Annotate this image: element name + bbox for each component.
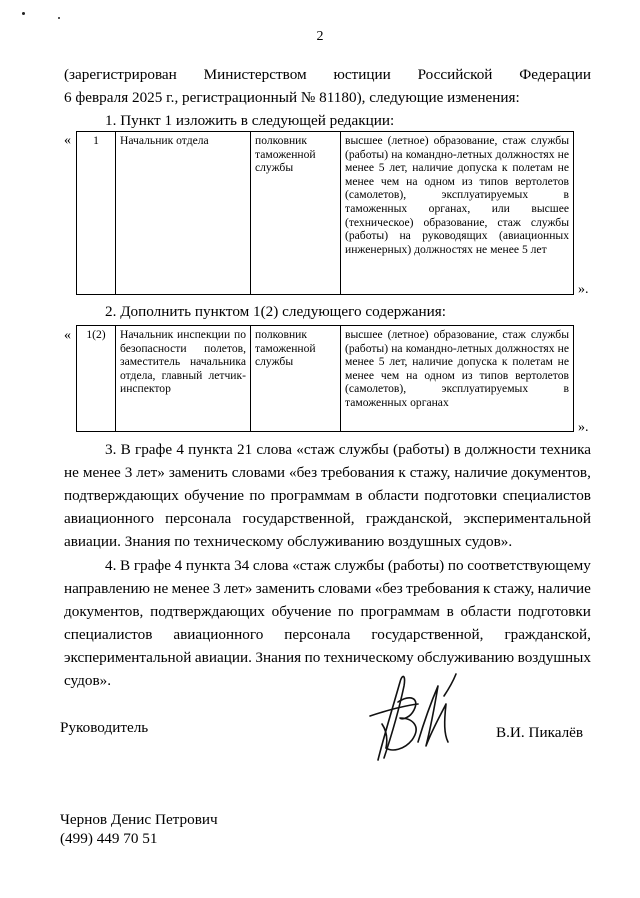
word: государственной, (371, 626, 484, 643)
word: специалистов (64, 626, 153, 643)
word: менее (82, 464, 121, 481)
signer-title: Руководитель (60, 719, 149, 736)
item3-line-4 (64, 510, 591, 528)
item3-line-2 (64, 464, 591, 482)
cell-requirements: высшее (летное) образование, стаж службы (работы) на командно-летных должностях не менее 5 лет, наличие допуска к полетам не менее чем на одном из типов вертолетов (самолетов), эксплуатируемых в таможенных органах (341, 326, 574, 432)
word: к (482, 580, 491, 597)
cell-number: 1 (77, 132, 116, 295)
word: подготовки (424, 487, 498, 504)
word: области (367, 487, 419, 504)
word: не (64, 464, 79, 481)
word: Знания (255, 649, 302, 666)
word: техника (540, 441, 591, 458)
word: 3 (212, 580, 221, 597)
word: словами (231, 464, 286, 481)
word: 34 (234, 557, 250, 574)
word: не (153, 580, 169, 597)
word: (работы) (393, 441, 450, 458)
word: гражданской, (504, 626, 591, 643)
table-row (77, 132, 574, 295)
word: документов, (511, 464, 591, 481)
scan-speck (22, 12, 25, 15)
handwritten-signature (340, 660, 470, 770)
word: программам (270, 487, 350, 504)
word: по (304, 649, 321, 666)
scan-speck (58, 17, 60, 19)
word: пункта (188, 441, 233, 458)
word: Российской (417, 66, 493, 83)
word: воздушных (517, 649, 591, 666)
table-row (77, 326, 574, 432)
word: 3. (105, 441, 117, 458)
intro-line-1 (64, 66, 591, 84)
word: «стаж (292, 557, 331, 574)
item2-heading: 2. Дополнить пунктом 1(2) следующего содержания: (105, 303, 446, 320)
word: стажу, (409, 464, 451, 481)
word: авиационного (173, 626, 264, 643)
word: области (460, 603, 512, 620)
item4-line-3 (64, 603, 591, 621)
executor-phone: (499) 449 70 51 (60, 830, 158, 847)
item1-open-quote: « (64, 133, 71, 148)
word: 3 (124, 464, 133, 481)
item3-line-3 (64, 487, 591, 505)
word: слова (256, 441, 293, 458)
cell-number: 1(2) (77, 326, 116, 432)
item3-line-1 (105, 441, 591, 459)
item1-heading: 1. Пункт 1 изложить в следующей редакции: (105, 112, 395, 129)
word: наличие (537, 580, 591, 597)
signer-name: В.И. Пикалёв (496, 724, 584, 741)
page-number: 2 (316, 29, 324, 44)
word: соответствующему (467, 557, 591, 574)
word: (работы) (387, 557, 445, 574)
word: авиации. (194, 649, 252, 666)
word: пункта (185, 557, 231, 574)
item1-table (76, 131, 574, 295)
word: обучение (184, 487, 244, 504)
item2-table (76, 325, 574, 432)
word: персонала (284, 626, 351, 643)
word: Федерации (519, 66, 591, 83)
word: (зарегистрирован (64, 66, 177, 83)
word: 4 (176, 441, 184, 458)
word: В (120, 557, 131, 574)
word: к (398, 464, 406, 481)
word: государственной, (242, 510, 355, 527)
word: в (446, 603, 454, 620)
word: по (338, 603, 354, 620)
cell-rank: полковник таможенной службы (251, 132, 341, 295)
word: подтверждающих (150, 603, 265, 620)
word: «стаж (296, 441, 335, 458)
word: графе (133, 557, 171, 574)
cell-position: Начальник отдела (116, 132, 251, 295)
word: лет» (136, 464, 165, 481)
word: слова (252, 557, 289, 574)
item2-open-quote: « (64, 328, 71, 343)
word: требования (321, 464, 395, 481)
item4-line-1 (105, 557, 591, 575)
word: по (447, 557, 464, 574)
executor-name: Чернов Денис Петрович (60, 811, 218, 828)
word: в (355, 487, 363, 504)
word: 4. (105, 557, 117, 574)
item2-close-quote: ». (578, 420, 589, 435)
word: программам (360, 603, 440, 620)
word: экспериментальной (463, 510, 591, 527)
item3-line-5: авиации. Знания по техническому обслуживанию воздушных судов». (64, 533, 513, 550)
word: наличие (454, 464, 508, 481)
item4-line-5 (64, 649, 591, 667)
word: графе (134, 441, 173, 458)
word: лет» (223, 580, 253, 597)
word: по (249, 487, 266, 504)
word: гражданской, (365, 510, 453, 527)
cell-requirements: высшее (летное) образование, стаж службы (работы) на командно-летных должностях не менее 5 лет, наличие допуска к полетам не менее чем на одном из типов вертолетов (самолетов), эксплуатируемых в таможенных органах, или высшее (техническое) образование, стаж службы (работы) на руководящих (авиационных инженерных) должностях не менее 5 лет (341, 132, 574, 295)
word: персонала (165, 510, 232, 527)
word: подготовки (517, 603, 591, 620)
word: заменить (255, 580, 315, 597)
word: должности (465, 441, 536, 458)
word: менее (171, 580, 210, 597)
word: словами (318, 580, 372, 597)
word: обучение (271, 603, 332, 620)
word: стажу, (493, 580, 535, 597)
item4-line-6: судов». (64, 672, 112, 689)
word: Министерством (203, 66, 307, 83)
word: требования (406, 580, 480, 597)
word: «без (289, 464, 318, 481)
word: подтверждающих (64, 487, 179, 504)
word: юстиции (333, 66, 391, 83)
word: в (453, 441, 461, 458)
word: экспериментальной (64, 649, 192, 666)
item1-close-quote: ». (578, 282, 589, 297)
word: обслуживанию (417, 649, 515, 666)
word: заменить (168, 464, 228, 481)
word: специалистов (502, 487, 591, 504)
word: 4 (174, 557, 183, 574)
word: техническому (323, 649, 414, 666)
cell-position: Начальник инспекции по безопасности полетов, заместитель начальника отдела, главный летчик-инспектор (116, 326, 251, 432)
item4-line-4 (64, 626, 591, 644)
word: 21 (236, 441, 253, 458)
item4-line-2 (64, 580, 591, 598)
cell-rank: полковник таможенной службы (251, 326, 341, 432)
intro-line-2: 6 февраля 2025 г., регистрационный № 81180), следующие изменения: (64, 89, 520, 106)
word: авиационного (64, 510, 154, 527)
word: В (120, 441, 131, 458)
word: службы (334, 557, 385, 574)
word: документов, (64, 603, 144, 620)
word: службы (338, 441, 389, 458)
word: «без (374, 580, 403, 597)
word: направлению (64, 580, 151, 597)
